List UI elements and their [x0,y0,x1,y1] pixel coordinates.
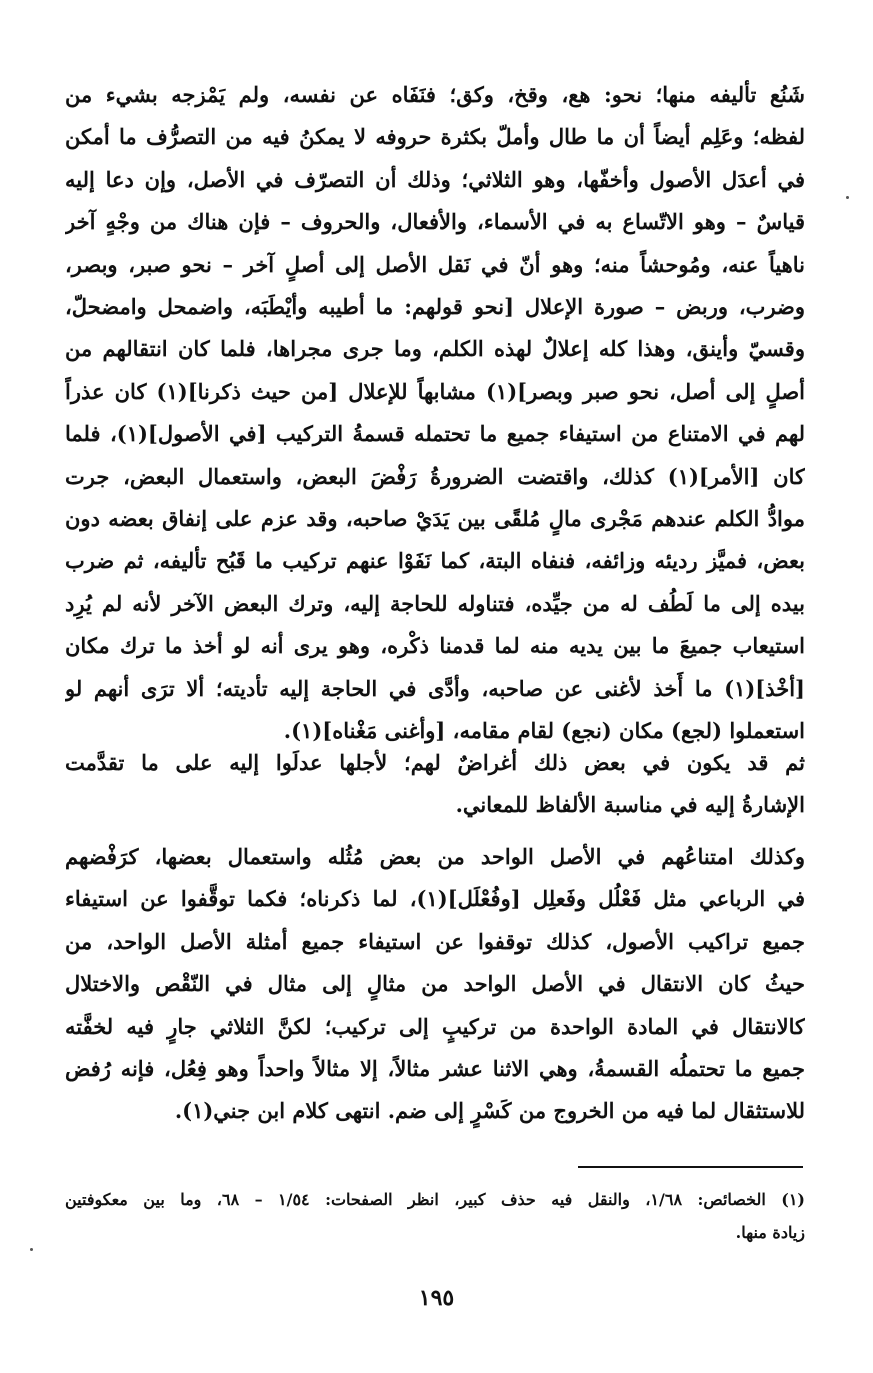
scan-speck [30,1248,33,1251]
page-number: ١٩٥ [418,1285,455,1311]
text-line: جميع ما تحتملُه القسمةُ، وهي الاثنا عشر مثالاً، إلا مثالاً واحداً وهو فِعُل، فإنه رُفض [65,1056,805,1082]
footnote-divider [578,1166,803,1168]
text-line: استيعاب جميعَ ما بين يديه منه لما قدمنا ذكْره، وهو يرى أنه لو أخذ ما ترك مكان [65,633,805,659]
paragraph-3 [65,836,805,1133]
text-line: للاستثقال لما فيه من الخروج من كَسْرٍ إلى ضم. انتهى كلام ابن جني(١). [174,1098,805,1124]
text-line: قياسٌ – وهو الاتّساع به في الأسماء، والأفعال، والحروف – فإن هناك من وجْهٍ آخر [65,209,805,235]
text-line: حيثُ كان الانتقال في الأصل الواحد من مثالٍ إلى مثال في النّقْص والاختلال [65,971,805,997]
text-line: [أخْذ](١) ما أَخذ لأغنى عن صاحبه، وأدَّى في الحاجة إليه تأديته؛ ألا ترَى أنهم لو [65,675,805,701]
text-line: ثم قد يكون في بعض ذلك أغراضٌ لهم؛ لأجلها عدلَوا إليه على ما تقدَّمت [65,750,805,775]
text-line: بيده إلى ما لَطُف له من جيِّده، فتناوله للحاجة إليه، وترك البعض الآخر لأنه لم يُرِد [65,590,805,616]
footnote [65,1183,805,1249]
text-line: وكذلك امتناعُهم في الأصل الواحد من بعض مُثُله واستعمال بعضها، كرَفْضهم [65,844,805,869]
footnote-line: (١) الخصائص: ١/٦٨، والنقل فيه حذف كبير، انظر الصفحات: ١/٥٤ – ٦٨، وما بين معكوفتين [65,1190,805,1209]
footnote-line: زيادة منها. [735,1223,805,1242]
text-line: وضرب، وربض – صورة الإعلال [نحو قولهم: ما أطيبه وأيْطَبَه، واضمحل وامضحلّ، [65,294,805,320]
paragraph-3-text [65,836,805,1133]
text-line: في أعدَل الأصول وأخفّها، وهو الثلاثي؛ وذلك أن التصرّف في الأصل، وإن دعا إليه [65,166,805,192]
scan-speck [846,196,849,199]
text-line: لهم في الامتناع من استيفاء جميع ما تحتمله قسمةُ التركيب [في الأصول](١)، فلما [65,421,805,447]
text-line: جميع تراكيب الأصول، كذلك توقفوا عن استيفاء جميع أمثلة الأصل الواحد، من [65,928,805,954]
text-line: استعملوا (لجع) مكان (نجع) لقام مقامه، [وأغنى مَغْناه](١). [283,718,805,744]
paragraph-2 [65,742,805,827]
text-line: في الرباعي مثل فَعْلُل وفَعلِل [وفُعْلَل](١)، لما ذكرناه؛ فكما توقَّفوا عن استيفاء [65,886,805,912]
text-line: الإشارةُ إليه في مناسبة الألفاظ للمعاني. [455,792,805,818]
text-line: موادُّ الكلم عندهم مَجْرى مالٍ مُلقًى بين يَدَيْ صاحبه، وقد عزم على إنفاق بعضه دون [65,506,805,532]
text-line: كان [الأمر](١) كذلك، واقتضت الضرورةُ رَفْضَ البعض، واستعمال البعض، جرت [65,463,805,489]
paragraph-1 [65,74,805,753]
paragraph-1-text [65,74,805,753]
text-line: أصلٍ إلى أصل، نحو صبر وبصر](١) مشابهاً للإعلال [من حيث ذكرنا](١) كان عذراً [65,378,805,404]
text-line: شَنُع تأليفه منها؛ نحو: هع، وقخ، وكق؛ فنَفَاه عن نفسه، ولم يَمْزجه بشيء من [65,82,805,107]
text-line: لفظه؛ وعَلِم أيضاً أن ما طال وأملّ بكثرة حروفه لا يمكنُ فيه من التصرُّف ما أمكن [65,124,805,150]
text-line: كالانتقال في المادة الواحدة من تركيبٍ إلى تركيب؛ لكنَّ الثلاثي جارٍ فيه لخفَّته [65,1013,805,1039]
paragraph-2-text [65,742,805,827]
text-line: وقسيّ وأينق، وهذا كله إعلالٌ لهذه الكلم، وما جرى مجراها، فلما كان انتقالهم من [65,336,805,362]
text-line: بعض، فميَّز رديئه وزائفه، فنفاه البتة، كما نَفَوْا عنهم تركيب ما قَبُح تأليفه، ثم ضرب [65,548,805,574]
text-line: ناهياً عنه، ومُوحشاً منه؛ وهو أنّ في نَقل الأصل إلى أصلٍ آخر – نحو صبر، وبصر، [65,251,805,277]
